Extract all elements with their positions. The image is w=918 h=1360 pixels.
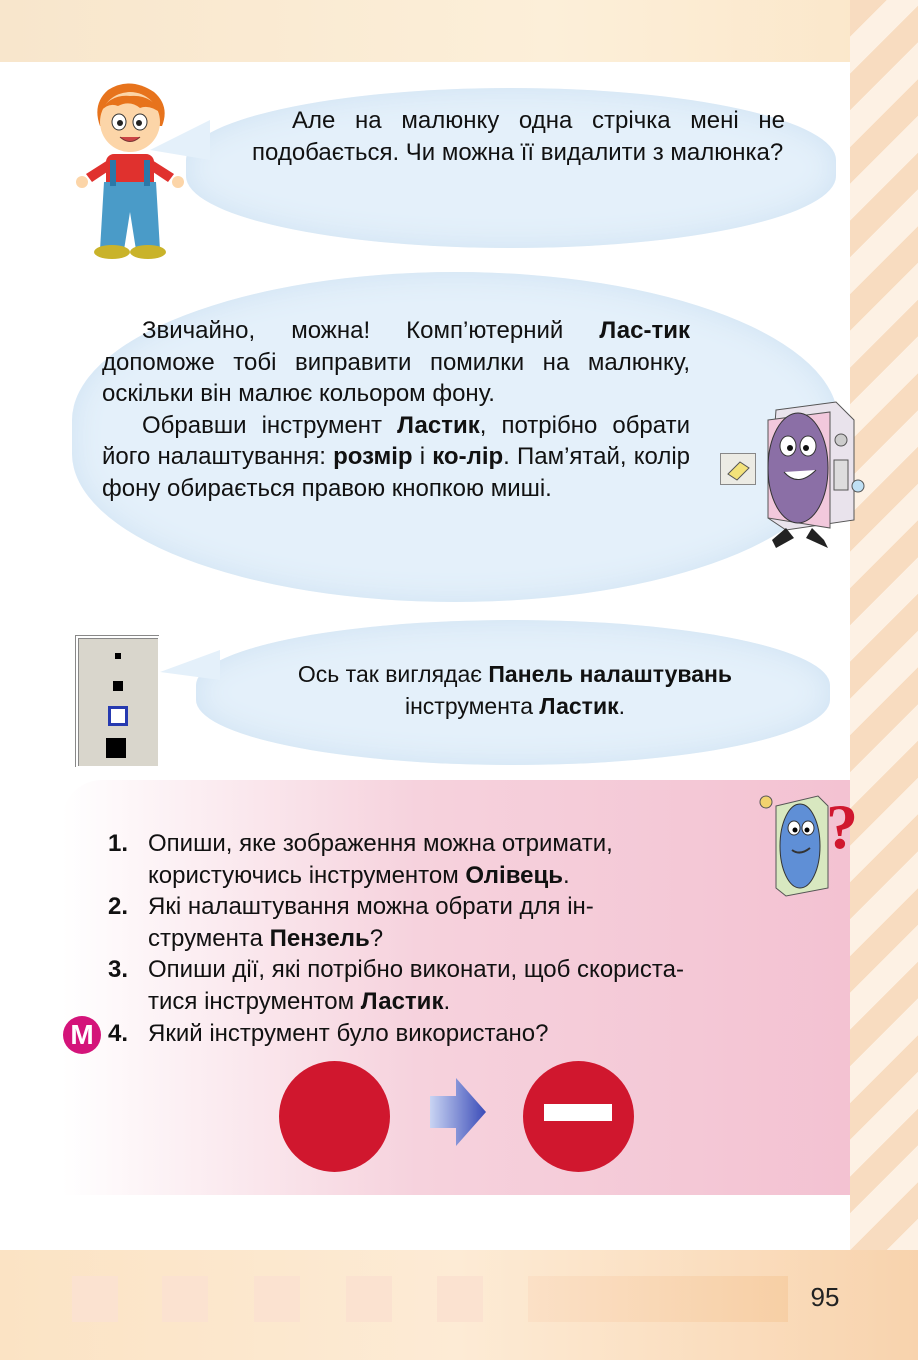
size-xlarge [106, 738, 126, 758]
footer-decor [254, 1276, 300, 1322]
footer-decor [437, 1276, 483, 1322]
computer-character-icon [746, 400, 866, 550]
bubble-tail [150, 120, 210, 160]
red-circle-after [523, 1061, 634, 1172]
bubble3-text: Ось так виглядає Панель налаштувань інструмента Ластик. [297, 661, 733, 719]
size-large-selected [108, 706, 128, 726]
arrow-right-icon [430, 1078, 486, 1146]
bubble1-text: Але на малюнку одна стрічка мені не подобається. Чи можна її видалити з малюнка? [252, 107, 785, 166]
m-badge: М [63, 1016, 101, 1054]
decorative-stripes [850, 0, 918, 1250]
task-item-4: 4. Який інструмент було використано? [108, 1020, 549, 1047]
task-item-1: 1. Опиши, яке зображення можна отримати, користуючись інструментом Олівець. [108, 830, 613, 889]
page-number: 95 [810, 1282, 840, 1312]
task-item-2: 2. Які налаштування можна обрати для ін- струмента Пензель? [108, 893, 594, 952]
question-computer-character-icon [756, 788, 868, 900]
boy-character-icon [70, 82, 190, 260]
question-mark: ? [826, 791, 858, 862]
footer-decor [162, 1276, 208, 1322]
bubble2-text: Звичайно, можна! Комп’ютерний Лас-тик допоможе тобі виправити помилки на малюнку, оскільки він малює кольором фону. Обравши інструмент Ластик, потрібно обрати його налаштування: розмір і ко-лір. Пам’ятай, колір фону обирається правою кнопкою миші. [102, 317, 690, 502]
size-medium [113, 681, 123, 691]
footer-decor [528, 1276, 788, 1322]
white-bar [544, 1104, 612, 1121]
footer-decor [346, 1276, 392, 1322]
red-circle-before [279, 1061, 390, 1172]
bubble-tail [160, 650, 220, 680]
size-small [115, 653, 121, 659]
eraser-settings-panel [76, 636, 160, 768]
footer-decor [72, 1276, 118, 1322]
task-item-3: 3. Опиши дії, які потрібно виконати, щоб скориста- тися інструментом Ластик. [108, 956, 684, 1015]
